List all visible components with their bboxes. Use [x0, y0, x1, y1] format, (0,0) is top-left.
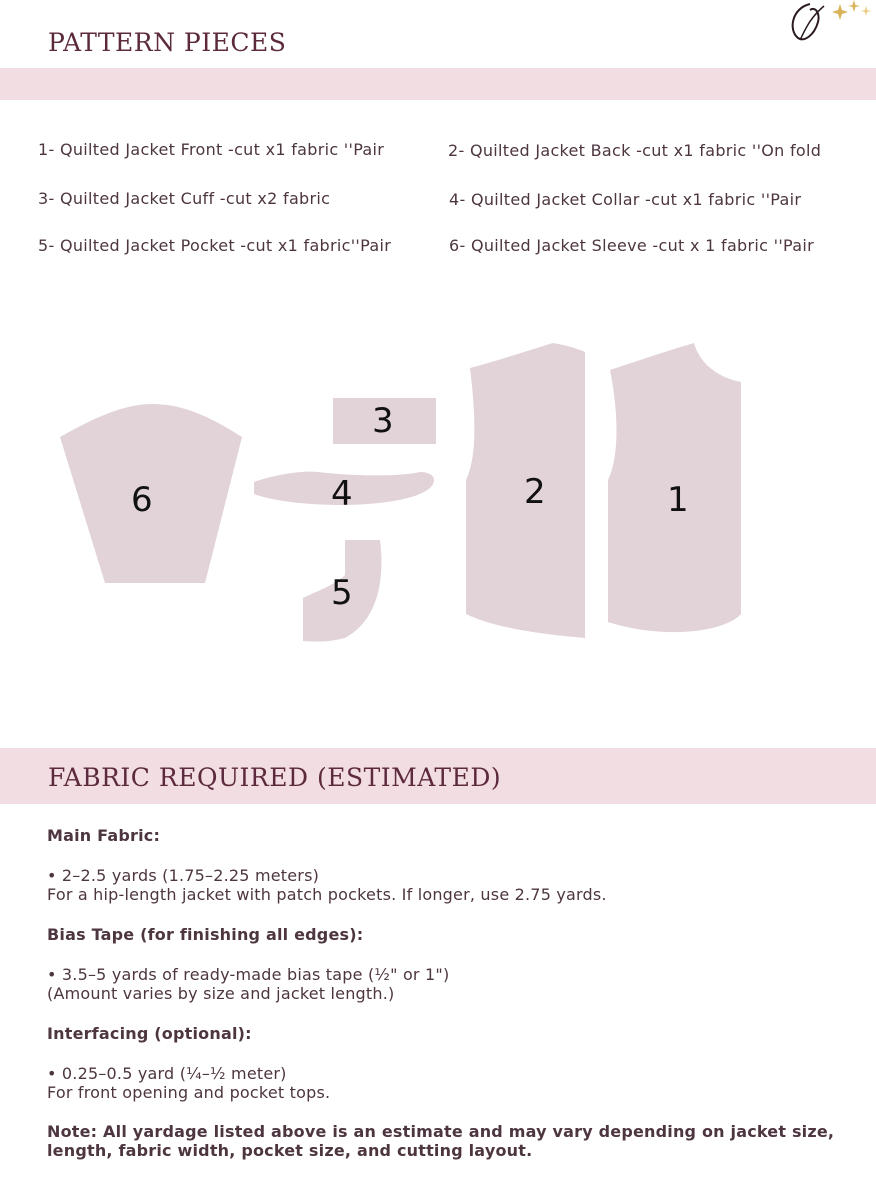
list-item: 2- Quilted Jacket Back -cut x1 fabric ''On fold — [448, 141, 822, 160]
collar-label: 4 — [331, 474, 353, 514]
back-label: 2 — [524, 472, 546, 512]
list-item: 1- Quilted Jacket Front -cut x1 fabric ''Pair — [38, 140, 385, 159]
header-band — [0, 68, 876, 100]
fabric-requirements — [47, 826, 847, 1160]
interfacing-note: For front opening and pocket tops. — [47, 1083, 331, 1102]
pocket-label: 5 — [331, 573, 353, 613]
page-title: PATTERN PIECES — [48, 28, 287, 57]
brand-logo-icon — [780, 0, 876, 50]
interfacing-heading: Interfacing (optional): — [47, 1024, 252, 1043]
bias-tape-amount: • 3.5–5 yards of ready-made bias tape (½" or 1") — [47, 965, 450, 984]
bias-tape-note: (Amount varies by size and jacket length.) — [47, 984, 395, 1003]
cuff-label: 3 — [372, 401, 394, 441]
interfacing-amount: • 0.25–0.5 yard (¼–½ meter) — [47, 1064, 287, 1083]
list-item: 3- Quilted Jacket Cuff -cut x2 fabric — [38, 189, 331, 208]
main-fabric-amount: • 2–2.5 yards (1.75–2.25 meters) — [47, 866, 320, 885]
section-title: FABRIC REQUIRED (ESTIMATED) — [48, 763, 502, 792]
yardage-note-line1: Note: All yardage listed above is an estimate and may vary depending on jacket size, — [47, 1122, 835, 1141]
list-item: 5- Quilted Jacket Pocket -cut x1 fabric''Pair — [38, 236, 392, 255]
list-item: 6- Quilted Jacket Sleeve -cut x 1 fabric ''Pair — [449, 236, 814, 255]
main-fabric-note: For a hip-length jacket with patch pockets. If longer, use 2.75 yards. — [47, 885, 607, 904]
front-label: 1 — [667, 480, 689, 520]
yardage-note-line2: length, fabric width, pocket size, and cutting layout. — [47, 1141, 533, 1160]
sleeve-label: 6 — [131, 480, 153, 520]
list-item: 4- Quilted Jacket Collar -cut x1 fabric ''Pair — [449, 190, 802, 209]
pattern-pieces-diagram — [0, 330, 876, 660]
bias-tape-heading: Bias Tape (for finishing all edges): — [47, 925, 364, 944]
main-fabric-heading: Main Fabric: — [47, 826, 161, 845]
